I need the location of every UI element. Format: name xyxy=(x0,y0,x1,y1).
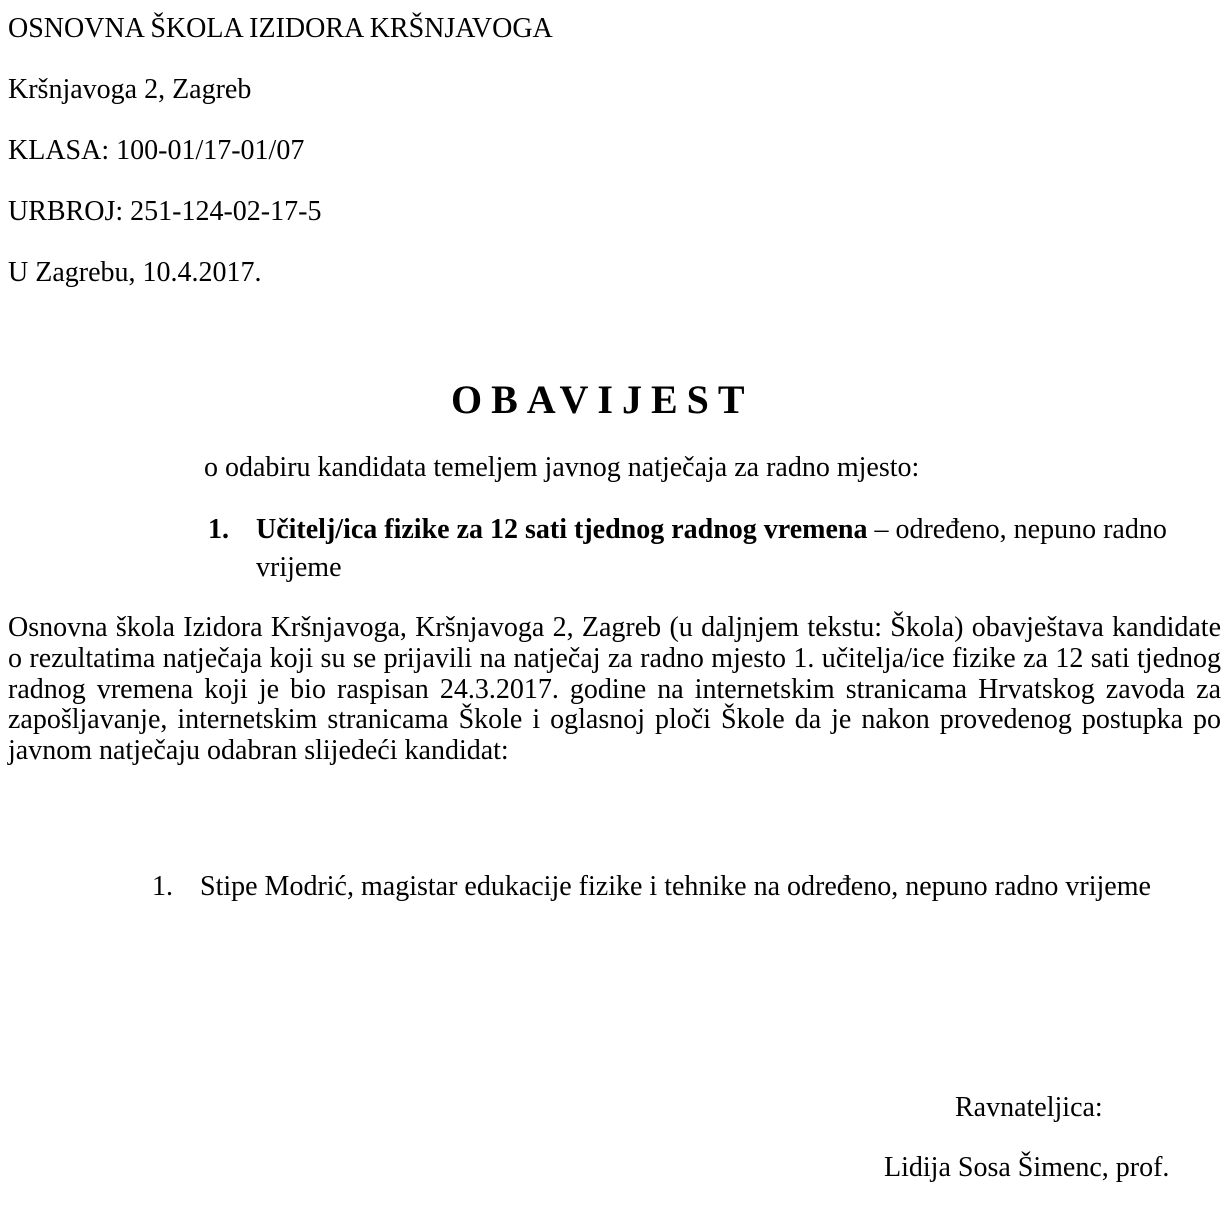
document-title: OBAVIJEST xyxy=(451,377,754,422)
position-list-item xyxy=(208,511,1221,587)
position-terms: – određeno, nepuno radno vrijeme xyxy=(256,514,1167,583)
body-paragraph: Osnovna škola Izidora Kršnjavoga, Kršnjavoga 2, Zagreb (u daljnjem tekstu: Škola) obavještava kandidate o rezultatima natječaja koji su se prijavili na natječaj za radno mjesto 1. učitelja/ice fizike za 12 sati tjednog radnog vremena koji je bio raspisan 24.3.2017. godine na internetskim stranicama Hrvatskog zavoda za zapošljavanje, internetskim stranicama Škole i oglasnoj ploči Škole da je nakon provedenog postupka po javnom natječaju odabran slijedeći kandidat: xyxy=(8,612,1221,767)
candidate-text: Stipe Modrić, magistar edukacije fizike i tehnike na određeno, nepuno radno vrijeme xyxy=(200,871,1151,902)
urbroj-line: URBROJ: 251-124-02-17-5 xyxy=(8,196,322,227)
document-subtitle: o odabiru kandidata temeljem javnog natječaja za radno mjesto: xyxy=(204,452,920,483)
school-address: Kršnjavoga 2, Zagreb xyxy=(8,74,252,105)
klasa-line: KLASA: 100-01/17-01/07 xyxy=(8,135,305,166)
list-number: 1. xyxy=(152,871,173,902)
signature-name: Lidija Sosa Šimenc, prof. xyxy=(884,1152,1170,1183)
list-number: 1. xyxy=(208,514,229,545)
school-name: OSNOVNA ŠKOLA IZIDORA KRŠNJAVOGA xyxy=(8,13,553,44)
place-date-line: U Zagrebu, 10.4.2017. xyxy=(8,257,262,288)
candidate-list-item xyxy=(152,868,1192,906)
signature-role: Ravnateljica: xyxy=(955,1092,1103,1123)
position-title: Učitelj/ica fizike za 12 sati tjednog radnog vremena xyxy=(256,514,868,545)
